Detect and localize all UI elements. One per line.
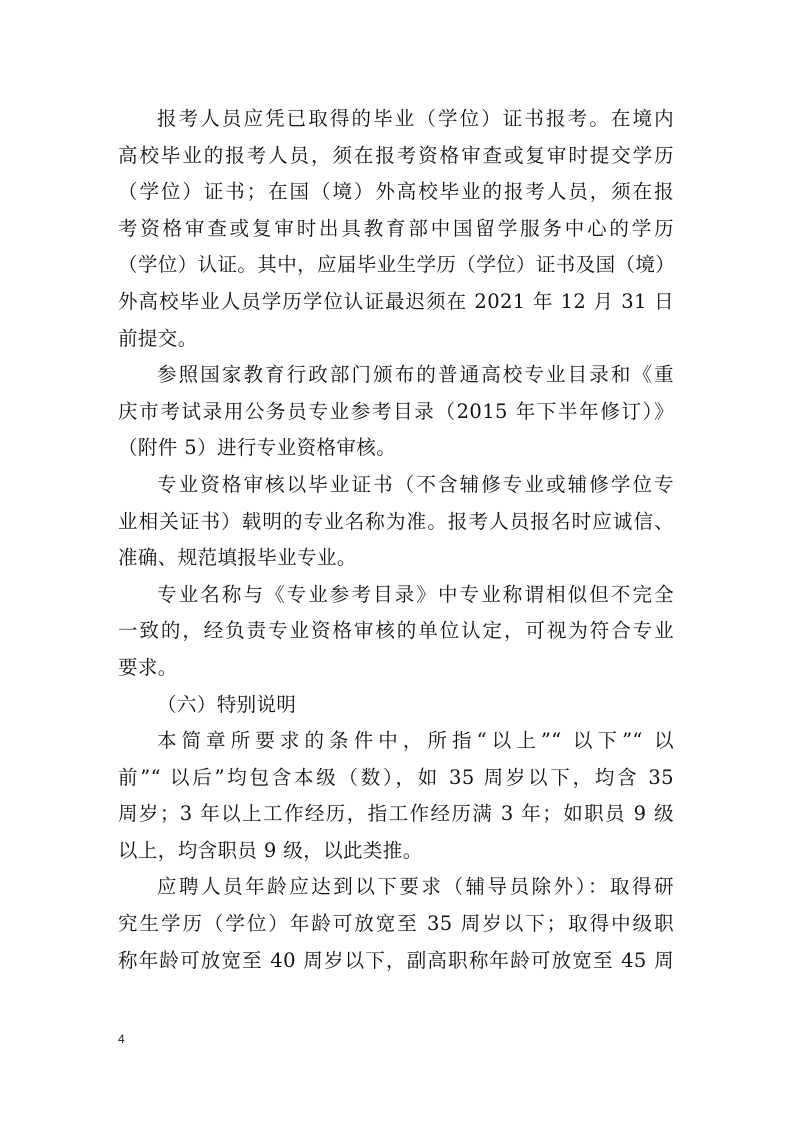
text-line: 一致的，经负责专业资格审核的单位认定，可视为符合专业 — [118, 619, 674, 643]
text-line: 准确、规范填报毕业专业。 — [118, 546, 357, 570]
text-line: 本简章所要求的条件中，所指“以上”“ 以下”“ 以 — [157, 729, 674, 753]
paragraph-diploma-requirement — [118, 101, 674, 357]
text-line: 要求。 — [118, 655, 178, 679]
section-heading: （六）特别说明 — [157, 692, 297, 716]
text-line: 周岁；3 年以上工作经历，指工作经历满 3 年；如职员 9 级 — [118, 802, 674, 826]
page-number: 4 — [118, 1032, 125, 1046]
document-body — [118, 101, 674, 979]
text-line: （附件 5）进行专业资格审核。 — [118, 436, 397, 460]
text-line: 考资格审查或复审时出具教育部中国留学服务中心的学历 — [118, 216, 674, 240]
text-line: 高校毕业的报考人员，须在报考资格审查或复审时提交学历 — [118, 143, 674, 167]
text-line: （学位）认证。其中，应届毕业生学历（学位）证书及国（境） — [118, 253, 676, 277]
text-line: 专业资格审核以毕业证书（不含辅修专业或辅修学位专 — [157, 472, 674, 496]
text-line: 前”“ 以后”均包含本级（数），如 35 周岁以下，均含 35 — [118, 765, 674, 789]
text-line: 业相关证书）载明的专业名称为准。报考人员报名时应诚信、 — [118, 509, 674, 533]
paragraph-similar-major — [118, 577, 674, 687]
text-line: 称年龄可放宽至 40 周岁以下，副高职称年龄可放宽至 45 周 — [118, 948, 674, 972]
text-line: 庆市考试录用公务员专业参考目录（2015 年下半年修订）》 — [118, 399, 674, 423]
text-line: 以上，均含职员 9 级，以此类推。 — [118, 838, 423, 862]
paragraph-major-reference — [118, 357, 674, 467]
paragraph-major-review — [118, 467, 674, 577]
text-line: 应聘人员年龄应达到以下要求（辅导员除外）：取得研 — [157, 875, 674, 899]
text-line: 究生学历（学位）年龄可放宽至 35 周岁以下；取得中级职 — [118, 912, 674, 936]
text-line: 前提交。 — [118, 326, 198, 350]
text-line: 报考人员应凭已取得的毕业（学位）证书报考。在境内 — [157, 107, 674, 130]
paragraph-age-requirement — [118, 869, 674, 979]
text-line: 专业名称与《专业参考目录》中专业称谓相似但不完全 — [157, 582, 674, 606]
text-line: （学位）证书；在国（境）外高校毕业的报考人员，须在报 — [118, 180, 674, 204]
text-line: 参照国家教育行政部门颁布的普通高校专业目录和《重 — [157, 363, 674, 387]
text-line: 外高校毕业人员学历学位认证最迟须在 2021 年 12 月 31 日 — [118, 289, 674, 313]
paragraph-inclusive-terms — [118, 723, 674, 869]
